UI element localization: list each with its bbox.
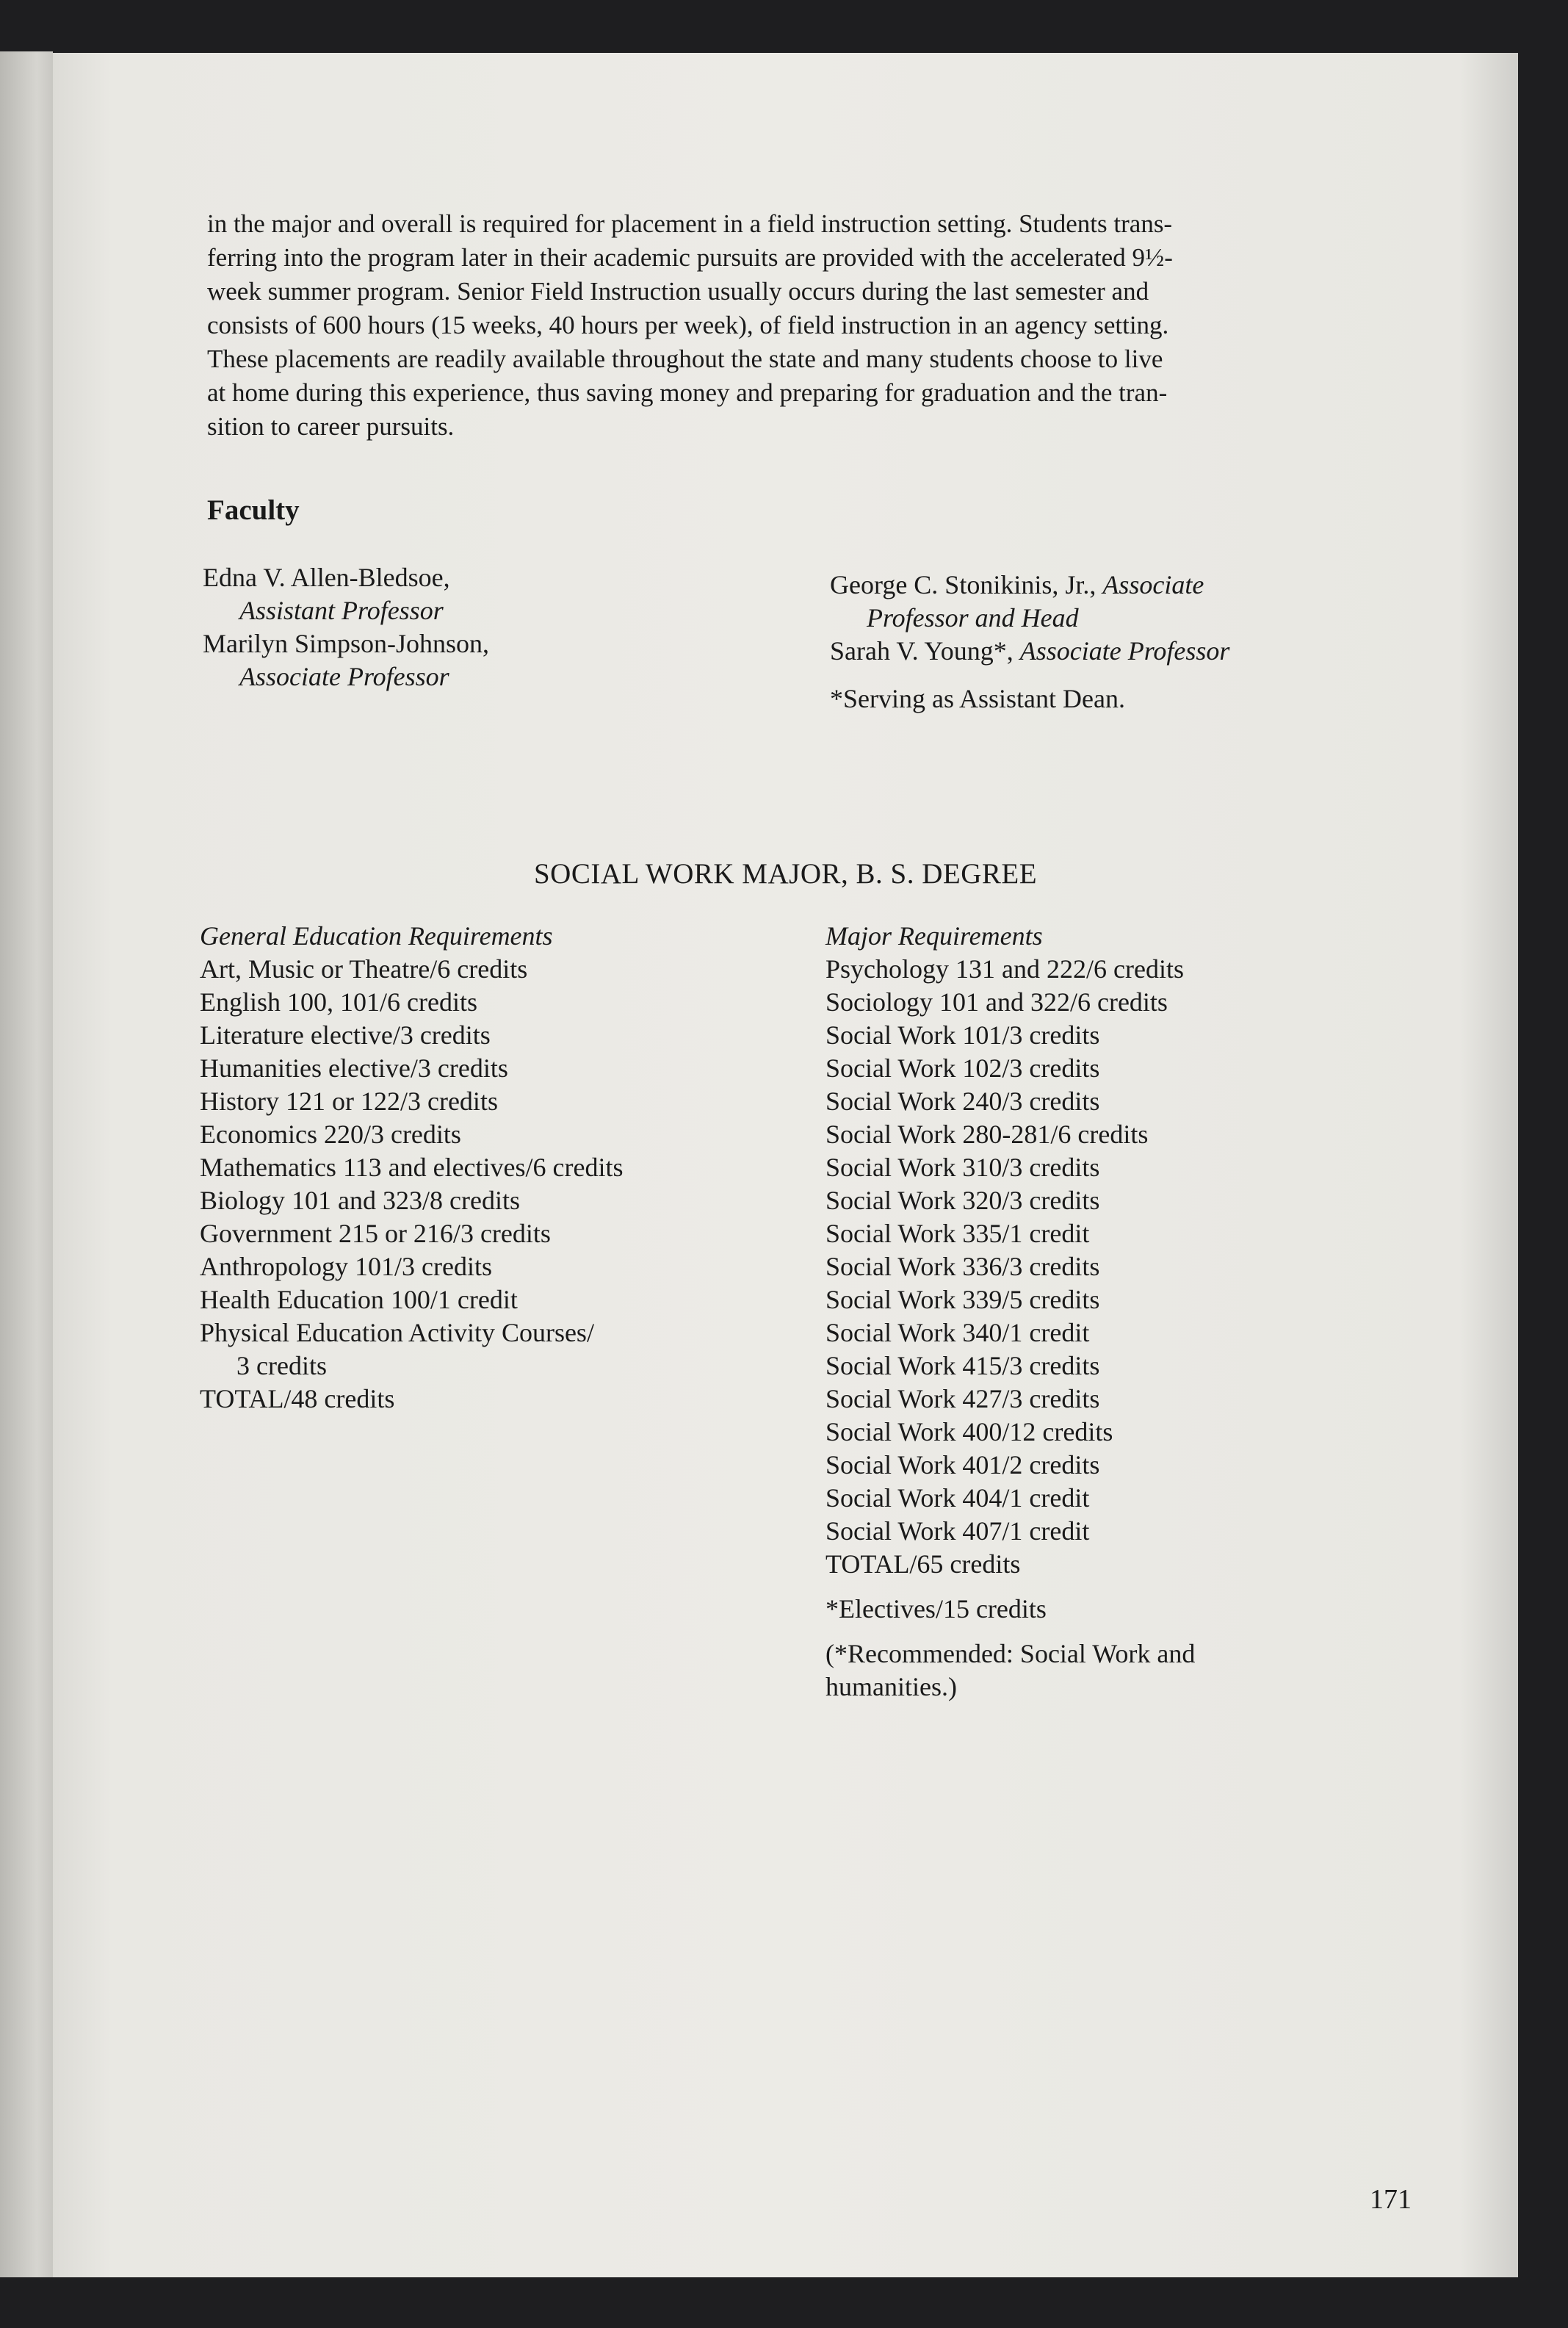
left-page-edge bbox=[0, 51, 53, 2277]
requirement-item: Social Work 336/3 credits bbox=[825, 1252, 1100, 1281]
requirement-item: Social Work 339/5 credits bbox=[825, 1285, 1100, 1314]
requirement-item: Social Work 404/1 credit bbox=[825, 1483, 1090, 1513]
faculty-name: George C. Stonikinis, Jr., bbox=[830, 570, 1096, 599]
requirement-item: Social Work 102/3 credits bbox=[825, 1053, 1100, 1083]
page-number: 171 bbox=[1370, 2184, 1412, 2215]
faculty-note: *Serving as Assistant Dean. bbox=[830, 684, 1125, 713]
intro-line: ferring into the program later in their academic pursuits are provided with the accelerated 9½- bbox=[207, 243, 1173, 272]
requirement-item: Social Work 320/3 credits bbox=[825, 1186, 1100, 1215]
requirement-item: Social Work 401/2 credits bbox=[825, 1450, 1100, 1480]
requirement-item: Humanities elective/3 credits bbox=[200, 1053, 508, 1083]
requirement-item: English 100, 101/6 credits bbox=[200, 987, 477, 1017]
general-education-list bbox=[200, 920, 802, 1416]
requirement-item: Social Work 415/3 credits bbox=[825, 1351, 1100, 1380]
requirement-item: Physical Education Activity Courses/ bbox=[200, 1318, 594, 1347]
faculty-heading: Faculty bbox=[207, 494, 300, 526]
intro-line: week summer program. Senior Field Instruction usually occurs during the last semester and bbox=[207, 277, 1149, 306]
intro-line: at home during this experience, thus saving money and preparing for graduation and the tran- bbox=[207, 378, 1168, 407]
faculty-list-right bbox=[830, 569, 1491, 716]
requirement-item: Social Work 427/3 credits bbox=[825, 1384, 1100, 1413]
requirement-item: Art, Music or Theatre/6 credits bbox=[200, 954, 528, 984]
faculty-title: Assistant Professor bbox=[239, 596, 444, 625]
intro-line: consists of 600 hours (15 weeks, 40 hours per week), of field instruction in an agency setting. bbox=[207, 311, 1169, 339]
general-education-heading: General Education Requirements bbox=[200, 921, 553, 951]
requirement-item: Psychology 131 and 222/6 credits bbox=[825, 954, 1184, 984]
intro-line: in the major and overall is required for placement in a field instruction setting. Students trans- bbox=[207, 209, 1173, 238]
intro-paragraph bbox=[207, 207, 1434, 444]
requirement-item: Social Work 310/3 credits bbox=[825, 1153, 1100, 1182]
faculty-title: Professor and Head bbox=[867, 603, 1079, 633]
faculty-title: Associate Professor bbox=[1019, 636, 1230, 666]
faculty-title: Associate bbox=[1102, 570, 1204, 599]
faculty-name: Edna V. Allen-Bledsoe, bbox=[203, 563, 450, 592]
requirement-item-continuation: 3 credits bbox=[236, 1351, 327, 1380]
faculty-name: Marilyn Simpson-Johnson, bbox=[203, 629, 490, 658]
major-requirements-list bbox=[825, 920, 1486, 1704]
intro-line: These placements are readily available throughout the state and many students choose to live bbox=[207, 345, 1163, 373]
major-requirements-heading: Major Requirements bbox=[825, 921, 1043, 951]
major-heading: SOCIAL WORK MAJOR, B. S. DEGREE bbox=[533, 858, 1038, 890]
requirement-item: Social Work 400/12 credits bbox=[825, 1417, 1113, 1446]
requirement-total: TOTAL/48 credits bbox=[200, 1384, 395, 1413]
requirement-item: Social Work 240/3 credits bbox=[825, 1086, 1100, 1116]
requirement-item: Economics 220/3 credits bbox=[200, 1120, 461, 1149]
faculty-entry bbox=[830, 635, 1491, 668]
requirement-item: Social Work 335/1 credit bbox=[825, 1219, 1090, 1248]
faculty-name: Sarah V. Young*, bbox=[830, 636, 1014, 666]
faculty-entry bbox=[830, 569, 1491, 602]
requirement-item: Mathematics 113 and electives/6 credits bbox=[200, 1153, 624, 1182]
requirement-item: Health Education 100/1 credit bbox=[200, 1285, 518, 1314]
book-page bbox=[53, 53, 1518, 2277]
recommended-note: (*Recommended: Social Work and bbox=[825, 1639, 1196, 1668]
requirement-item: Social Work 280-281/6 credits bbox=[825, 1120, 1149, 1149]
requirement-item: Government 215 or 216/3 credits bbox=[200, 1219, 551, 1248]
intro-line: sition to career pursuits. bbox=[207, 412, 455, 441]
requirement-item: Biology 101 and 323/8 credits bbox=[200, 1186, 520, 1215]
requirement-total: TOTAL/65 credits bbox=[825, 1549, 1021, 1579]
requirement-item: Literature elective/3 credits bbox=[200, 1020, 491, 1050]
requirement-item: Social Work 101/3 credits bbox=[825, 1020, 1100, 1050]
requirement-item: History 121 or 122/3 credits bbox=[200, 1086, 498, 1116]
requirement-item: Social Work 407/1 credit bbox=[825, 1516, 1090, 1546]
electives-note: *Electives/15 credits bbox=[825, 1594, 1047, 1624]
requirement-item: Anthropology 101/3 credits bbox=[200, 1252, 492, 1281]
recommended-note: humanities.) bbox=[825, 1672, 957, 1701]
requirement-item: Social Work 340/1 credit bbox=[825, 1318, 1090, 1347]
faculty-title: Associate Professor bbox=[239, 662, 449, 691]
faculty-list-left bbox=[203, 561, 776, 693]
requirement-item: Sociology 101 and 322/6 credits bbox=[825, 987, 1168, 1017]
